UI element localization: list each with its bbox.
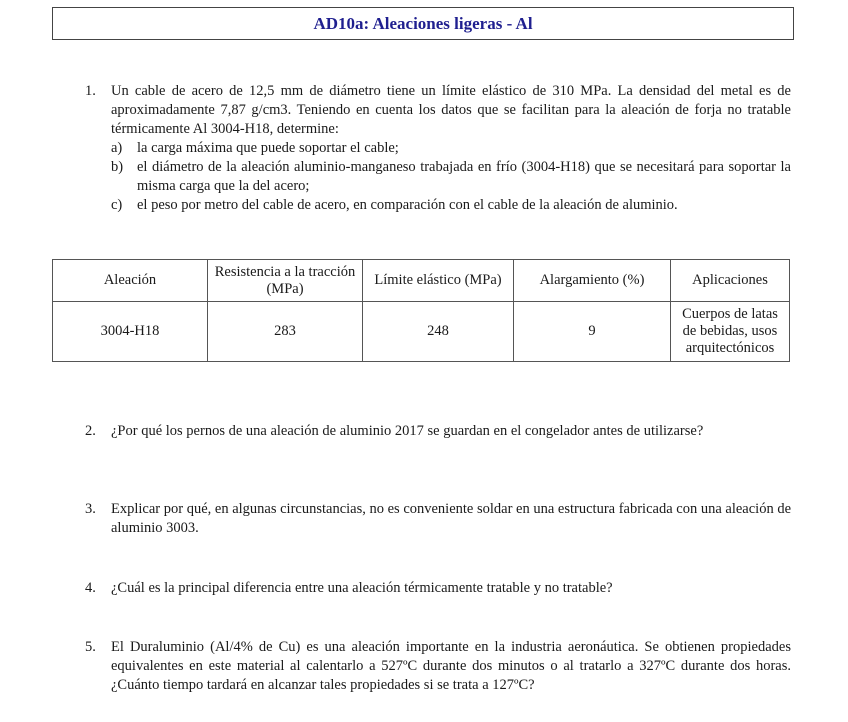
sub-question-b bbox=[111, 158, 791, 196]
sub-label: a) bbox=[111, 140, 123, 156]
table-cell: 3004-H18 bbox=[53, 302, 208, 362]
table-cell: 248 bbox=[363, 302, 514, 362]
question-number: 2. bbox=[85, 423, 96, 439]
alloy-properties-table bbox=[52, 259, 790, 362]
sub-question-a bbox=[111, 139, 791, 158]
sub-text: el peso por metro del cable de acero, en comparación con el cable de la aleación de aluminio. bbox=[137, 197, 678, 213]
question-number: 1. bbox=[85, 83, 96, 99]
question-text: Explicar por qué, en algunas circunstancias, no es conveniente soldar en una estructura fabricada con una aleación de aluminio 3003. bbox=[111, 501, 791, 536]
column-header: Límite elástico (MPa) bbox=[363, 260, 514, 302]
sub-label: c) bbox=[111, 197, 123, 213]
question-number: 3. bbox=[85, 501, 96, 517]
column-header: Aplicaciones bbox=[671, 260, 790, 302]
column-header: Alargamiento (%) bbox=[514, 260, 671, 302]
sub-question-c bbox=[111, 196, 791, 215]
question-3 bbox=[85, 500, 791, 538]
table-cell: 9 bbox=[514, 302, 671, 362]
question-text: ¿Cuál es la principal diferencia entre una aleación térmicamente tratable y no tratable? bbox=[111, 580, 613, 596]
table-cell: 283 bbox=[208, 302, 363, 362]
sub-text: el diámetro de la aleación aluminio-manganeso trabajada en frío (3004-H18) que se necesitará para soportar la misma carga que la del acero; bbox=[137, 159, 791, 194]
question-4 bbox=[85, 579, 791, 598]
sub-text: la carga máxima que puede soportar el cable; bbox=[137, 140, 399, 156]
title-box bbox=[52, 7, 794, 40]
question-text: Un cable de acero de 12,5 mm de diámetro tiene un límite elástico de 310 MPa. La densidad del metal es de aproximadamente 7,87 g/cm3. Teniendo en cuenta los datos que se facilitan para la aleación de forja no tratable térmicamente Al 3004-H18, determine: bbox=[111, 83, 791, 137]
column-header: Aleación bbox=[53, 260, 208, 302]
table-row bbox=[53, 302, 790, 362]
table-cell: Cuerpos de latas de bebidas, usos arquitectónicos bbox=[671, 302, 790, 362]
question-5 bbox=[85, 638, 791, 695]
question-text: El Duraluminio (Al/4% de Cu) es una aleación importante en la industria aeronáutica. Se obtienen propiedades equivalentes en este material al calentarlo a 527ºC durante dos minutos o al tratarlo a 327ºC durante dos horas. ¿Cuánto tiempo tardará en alcanzar tales propiedades si se trata a 127ºC? bbox=[111, 639, 791, 693]
column-header: Resistencia a la tracción (MPa) bbox=[208, 260, 363, 302]
question-1 bbox=[85, 82, 791, 215]
question-text: ¿Por qué los pernos de una aleación de aluminio 2017 se guardan en el congelador antes de utilizarse? bbox=[111, 423, 704, 439]
question-2 bbox=[85, 422, 791, 441]
question-number: 5. bbox=[85, 639, 96, 655]
sub-label: b) bbox=[111, 159, 124, 175]
question-number: 4. bbox=[85, 580, 96, 596]
table-header-row bbox=[53, 260, 790, 302]
page-title: AD10a: Aleaciones ligeras - Al bbox=[313, 13, 533, 33]
